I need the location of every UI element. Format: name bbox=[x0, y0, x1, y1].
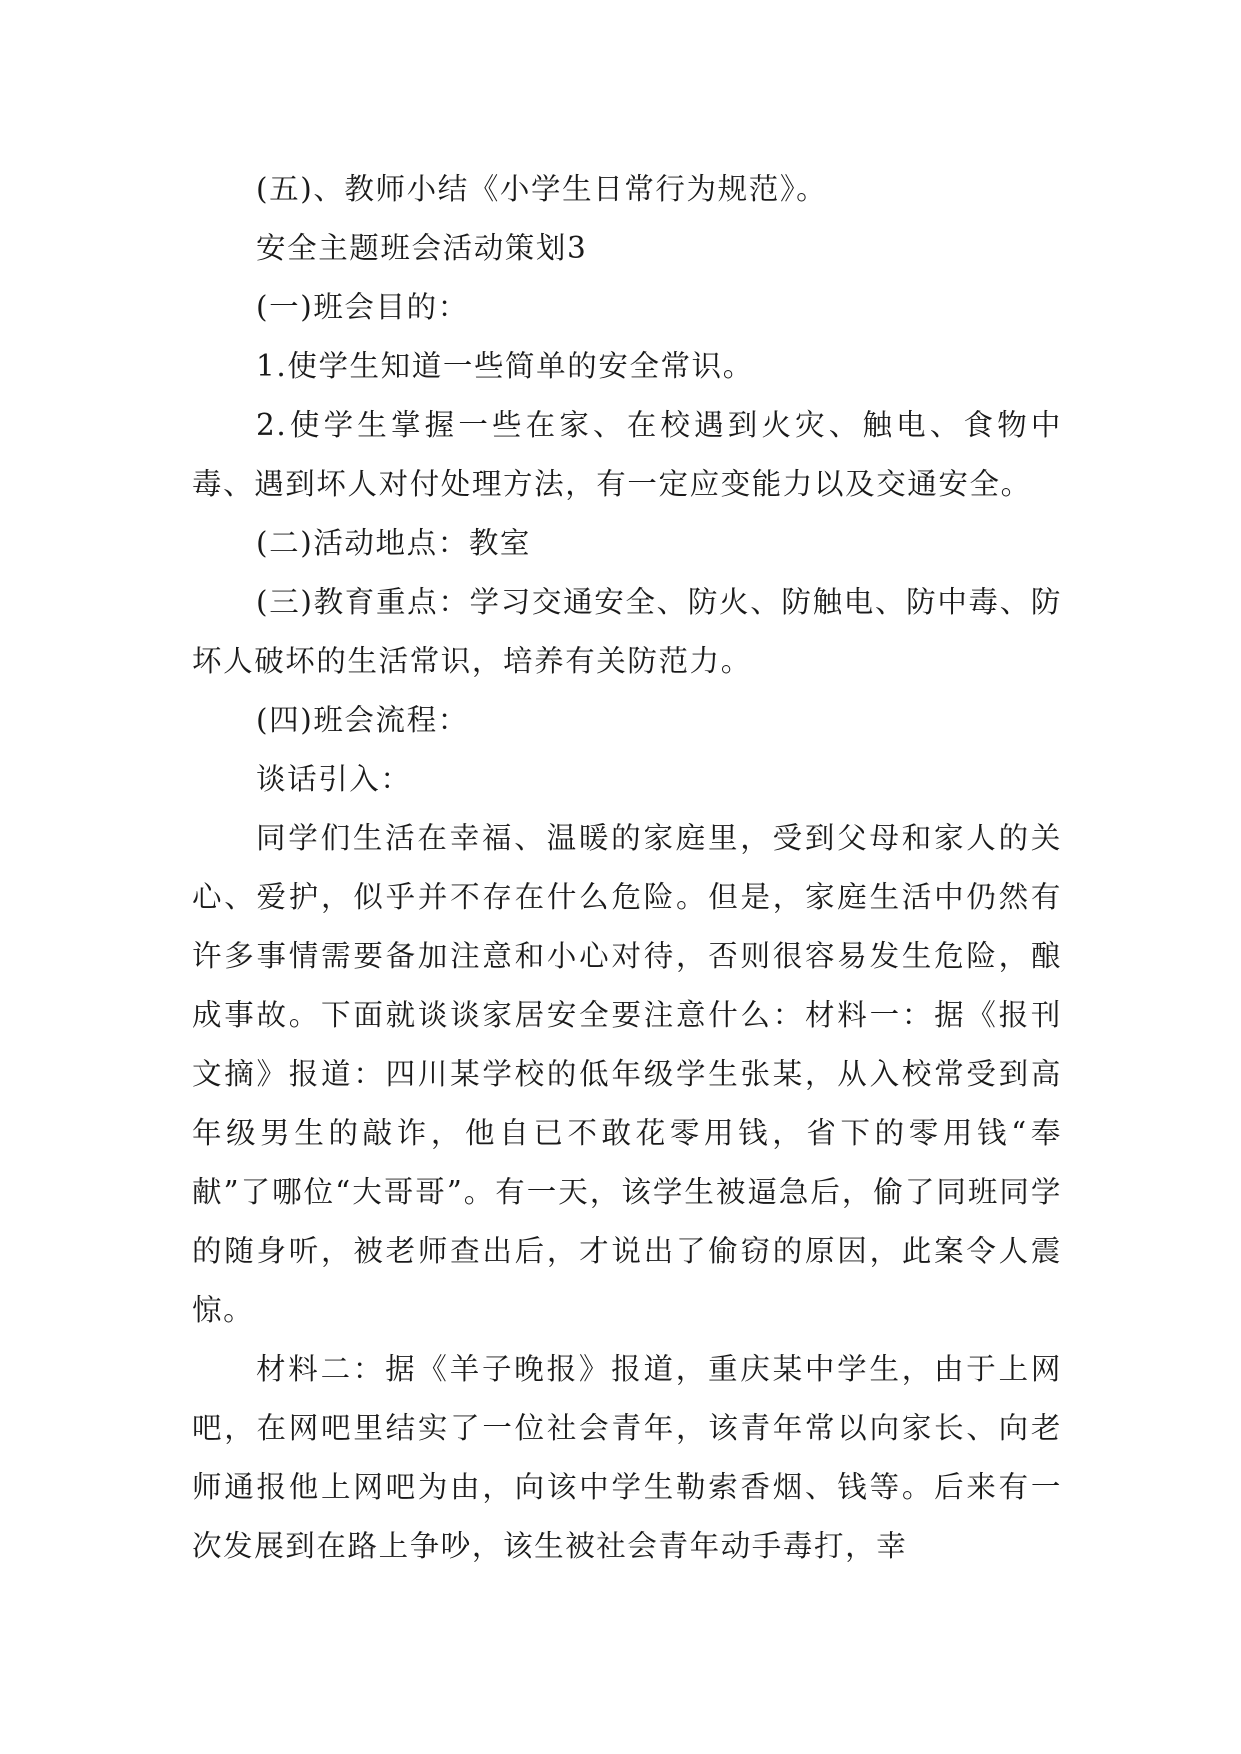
paragraph-summary: (五)、教师小结《小学生日常行为规范》。 bbox=[256, 172, 828, 206]
paragraph-intro-heading: 谈话引入： bbox=[256, 762, 412, 796]
paragraph-material-2: 材料二：据《羊子晚报》报道，重庆某中学生，由于上网吧，在网吧里结实了一位社会青年，该青年常以向家长、向老师通报他上网吧为由，向该中学生勒索香烟、钱等。后来有一次发展到在路上争吵，该生被社会青年动手毒打，幸 bbox=[192, 1352, 1062, 1563]
paragraph-focus: (三)教育重点：学习交通安全、防火、防触电、防中毒、防坏人破坏的生活常识，培养有关防范力。 bbox=[192, 585, 1062, 678]
paragraph-process-heading: (四)班会流程： bbox=[256, 703, 469, 737]
paragraph-purpose-1: 1.使学生知道一些简单的安全常识。 bbox=[256, 349, 754, 383]
paragraph-material-1: 同学们生活在幸福、温暖的家庭里，受到父母和家人的关心、爱护，似乎并不存在什么危险。但是，家庭生活中仍然有许多事情需要备加注意和小心对待，否则很容易发生危险，酿成事故。下面就谈谈家居安全要注意什么：材料一：据《报刊文摘》报道：四川某学校的低年级学生张某，从入校常受到高年级男生的敲诈，他自已不敢花零用钱，省下的零用钱“奉献”了哪位“大哥哥”。有一天，该学生被逼急后，偷了同班同学的随身听，被老师查出后，才说出了偷窃的原因，此案令人震惊。 bbox=[192, 821, 1062, 1327]
paragraph-location: (二)活动地点：教室 bbox=[256, 526, 532, 560]
document-body bbox=[192, 160, 1062, 1576]
paragraph-purpose-heading: (一)班会目的： bbox=[256, 290, 469, 324]
section-heading: 安全主题班会活动策划3 bbox=[256, 231, 588, 265]
paragraph-purpose-2: 2.使学生掌握一些在家、在校遇到火灾、触电、食物中毒、遇到坏人对付处理方法，有一定应变能力以及交通安全。 bbox=[192, 408, 1062, 501]
